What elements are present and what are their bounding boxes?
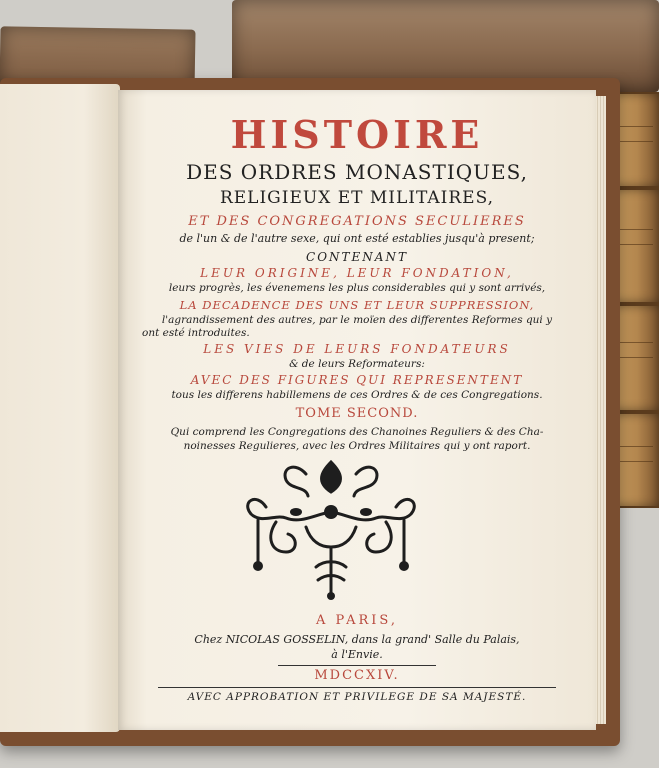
- text-reformateurs: & de leurs Reformateurs:: [289, 358, 425, 370]
- subtitle-religieux: RELIGIEUX ET MILITAIRES,: [219, 188, 495, 208]
- imprint-city: A PARIS,: [316, 613, 398, 628]
- printers-ornament-icon: [236, 452, 426, 602]
- volume-label: TOME SECOND.: [295, 406, 419, 421]
- text-decadence: LA DECADENCE DES UNS ET LEUR SUPPRESSION,: [179, 298, 535, 312]
- imprint-date: MDCCXIV.: [314, 668, 400, 683]
- text-vies: LES VIES DE LEURS FONDATEURS: [203, 342, 511, 356]
- subtitle-congregations: ET DES CONGREGATIONS SECULIERES: [188, 214, 526, 229]
- imprint-publisher: Chez NICOLAS GOSSELIN, dans la grand' Salle du Palais,: [194, 633, 520, 646]
- divider-rule: [158, 687, 556, 688]
- privilege-line: AVEC APPROBATION ET PRIVILEGE DE SA MAJESTÉ.: [187, 691, 527, 703]
- text-origine: LEUR ORIGINE, LEUR FONDATION,: [200, 266, 514, 280]
- imprint-sign: à l'Envie.: [331, 648, 383, 661]
- text-comprend-2: noinesses Regulieres, avec les Ordres Militaires qui y ont raport.: [183, 440, 531, 452]
- text-agrandissement: l'agrandissement des autres, par le moïen des differentes Reformes qui y: [161, 314, 553, 326]
- divider-rule: [278, 665, 436, 666]
- text-progres: leurs progrès, les évenemens les plus considerables qui y sont arrivés,: [168, 282, 546, 294]
- text-figures: AVEC DES FIGURES QUI REPRESENTENT: [190, 373, 524, 387]
- text-introduites: ont esté introduites.: [142, 327, 250, 339]
- subtitle-ordres: DES ORDRES MONASTIQUES,: [186, 160, 528, 184]
- text-habillemens: tous les differens habillemens de ces Ordres & de ces Congregations.: [171, 389, 543, 401]
- title-page-text: [118, 90, 596, 730]
- text-sexe: de l'un & de l'autre sexe, qui ont esté establies jusqu'à present;: [179, 232, 535, 245]
- title-page: [118, 90, 596, 730]
- text-comprend-1: Qui comprend les Congregations des Chanoines Reguliers & des Cha-: [170, 426, 544, 438]
- text-contenant: CONTENANT: [306, 250, 408, 264]
- left-page: [0, 84, 120, 732]
- book-title: HISTOIRE: [230, 112, 484, 157]
